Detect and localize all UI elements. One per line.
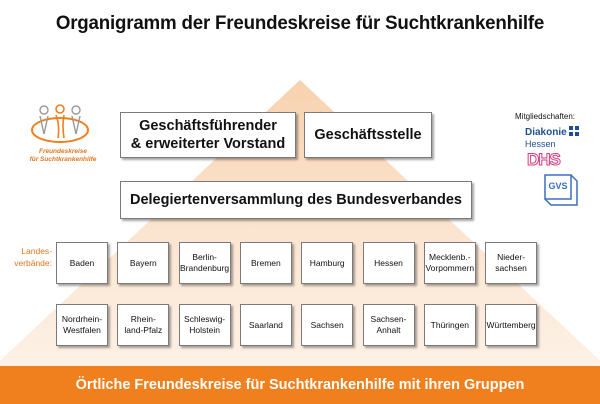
state-name-line1: Schleswig- xyxy=(184,314,226,324)
state-name-line1: Nieder- xyxy=(497,252,526,262)
state-box xyxy=(363,242,415,284)
state-name-line1: Berlin- xyxy=(192,252,217,262)
state-name-line1: Mecklenb.- xyxy=(429,252,471,262)
state-box xyxy=(56,242,108,284)
state-name-line2: sachsen xyxy=(495,263,527,273)
state-name-line2: Vorpommern xyxy=(425,263,475,273)
state-name-line2: Anhalt xyxy=(376,325,401,335)
state-name-line1: Württemberg xyxy=(486,319,536,330)
state-name-line2: Brandenburg xyxy=(180,263,230,273)
executive-board-box: Geschäftsführender & erweiterter Vorstand xyxy=(120,112,296,158)
local-groups-bar: Örtliche Freundeskreise für Suchtkrankenhilfe mit ihren Gruppen xyxy=(0,366,600,404)
state-name-line2: Holstein xyxy=(189,325,220,335)
state-name-line1: Hessen xyxy=(374,257,403,268)
diakonie-logo-sub: Hessen xyxy=(525,139,556,149)
state-name-line1: Sachsen xyxy=(310,319,344,330)
diakonie-logo: Diakonie xyxy=(525,126,579,138)
office-box: Geschäftsstelle xyxy=(304,112,432,158)
state-name-line1: Thüringen xyxy=(430,319,469,330)
state-box xyxy=(117,304,169,346)
state-box xyxy=(485,304,537,346)
state-box xyxy=(485,242,537,284)
gvs-book-icon xyxy=(544,174,578,206)
state-name-line1: Hamburg xyxy=(309,257,345,268)
state-name-line1: Bremen xyxy=(251,257,281,268)
state-name-line1: Nordrhein- xyxy=(61,314,103,324)
state-box xyxy=(179,304,231,346)
state-box xyxy=(117,242,169,284)
state-name-line1: Saarland xyxy=(248,319,283,330)
memberships-label: Mitgliedschaften: xyxy=(515,112,576,121)
state-box xyxy=(424,304,476,346)
logo-wordmark: Freundeskreise für Suchtkrankenhilfe xyxy=(29,148,97,163)
gvs-logo-text: GVS xyxy=(548,181,568,191)
state-box xyxy=(363,304,415,346)
state-box xyxy=(240,304,292,346)
assembly-box: Delegiertenversammlung des Bundesverbandes xyxy=(120,181,472,219)
landesverbaende-label: Landes- verbände: xyxy=(14,246,52,268)
state-name-line1: Baden xyxy=(69,257,95,268)
state-box xyxy=(301,242,353,284)
group-figures-icon xyxy=(28,104,92,148)
state-name-line1: Rhein- xyxy=(130,314,156,324)
diakonie-cross-icon xyxy=(569,126,579,136)
page-title: Organigramm der Freundeskreise für Suchtkrankenhilfe xyxy=(55,12,545,34)
state-box xyxy=(56,304,108,346)
state-box xyxy=(179,242,231,284)
state-box xyxy=(301,304,353,346)
dhs-logo: DHS xyxy=(527,150,560,169)
state-name-line1: Sachsen- xyxy=(370,314,407,324)
state-name-line1: Bayern xyxy=(129,257,157,268)
state-box xyxy=(424,242,476,284)
state-box xyxy=(240,242,292,284)
state-name-line2: land-Pfalz xyxy=(124,325,163,335)
state-name-line2: Westfalen xyxy=(63,325,101,335)
